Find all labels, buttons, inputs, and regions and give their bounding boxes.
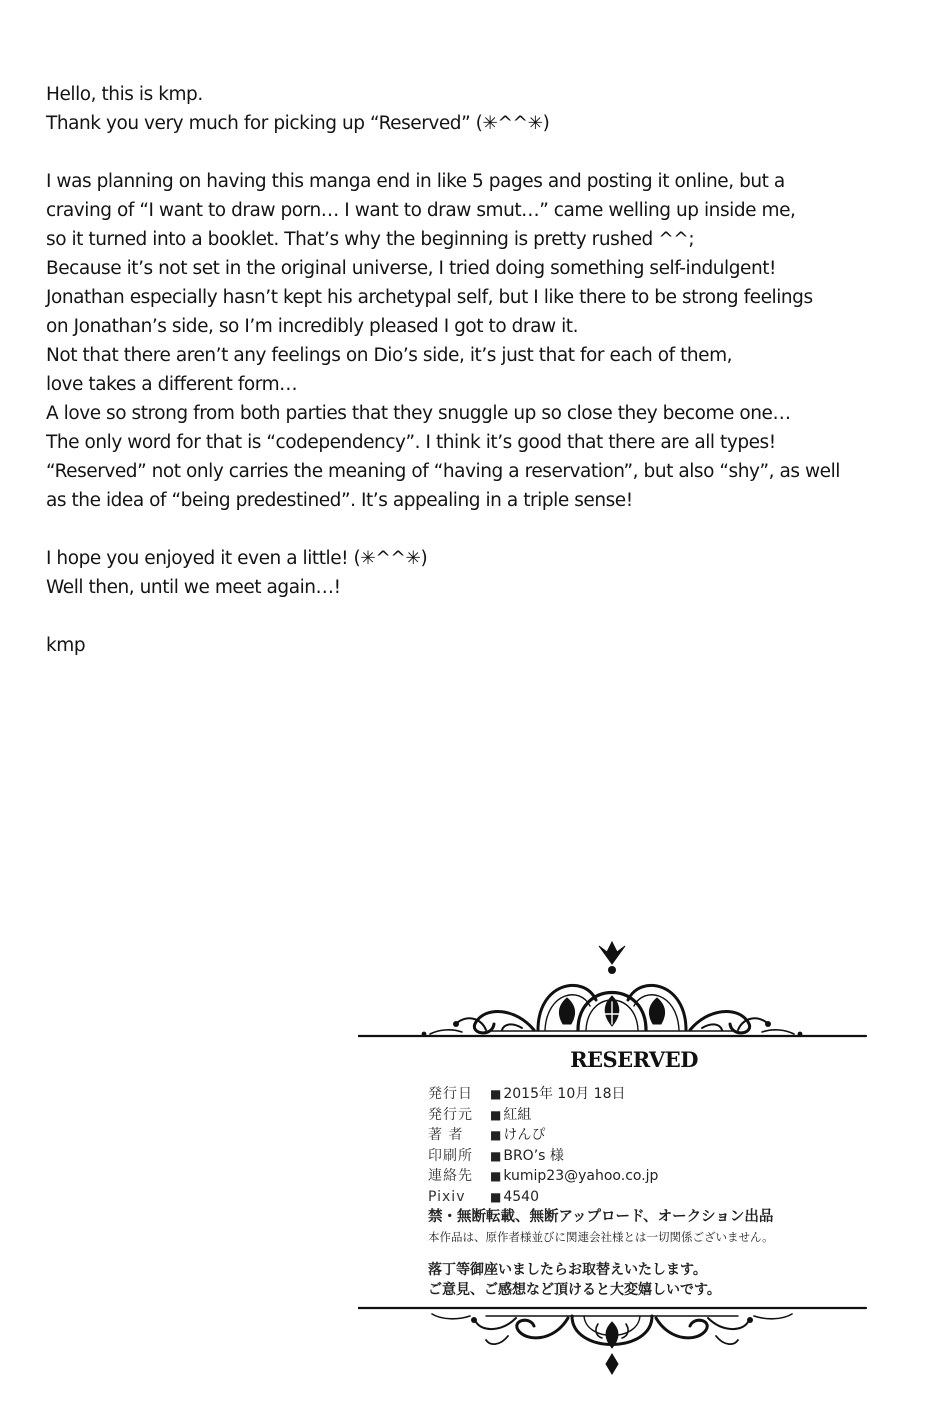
info-value: 2015年 10月 18日 xyxy=(503,1086,626,1102)
afterword-line: I hope you enjoyed it even a little! (✳^^✳) xyxy=(46,548,428,569)
afterword-line: The only word for that is “codependency”. I think it’s good that there are all types! xyxy=(46,432,776,453)
square-bullet-icon: ■ xyxy=(490,1087,502,1101)
info-key: Pixiv xyxy=(428,1188,466,1205)
afterword-line: Well then, until we meet again…! xyxy=(46,577,341,598)
info-row-publisher xyxy=(428,1105,774,1126)
afterword-line: as the idea of “being predestined”. It’s appealing in a triple sense! xyxy=(46,490,633,511)
contact-email: kumip23@yahoo.co.jp xyxy=(503,1168,659,1184)
afterword-line: A love so strong from both parties that they snuggle up so close they become one… xyxy=(46,403,791,424)
book-title: RESERVED xyxy=(570,1047,698,1072)
afterword-line: craving of “I want to draw porn… I want to draw smut…” came welling up inside me, xyxy=(46,200,796,221)
afterword-line: “Reserved” not only carries the meaning of “having a reservation”, but also “shy”, as well xyxy=(46,461,840,482)
afterword-line: Because it’s not set in the original universe, I tried doing something self-indulgent! xyxy=(46,258,777,279)
afterword-line: Hello, this is kmp. xyxy=(46,84,203,105)
info-row-contact xyxy=(428,1166,774,1187)
info-key: 連絡先 xyxy=(428,1168,473,1184)
author-signature: kmp xyxy=(46,635,86,656)
prohibition-notice: 禁・無断転載、無断アップロード、オークション出品 xyxy=(428,1209,774,1225)
square-bullet-icon: ■ xyxy=(490,1148,502,1163)
info-key: 著 者 xyxy=(428,1127,464,1143)
info-row-pixiv xyxy=(428,1187,774,1208)
afterword-line: Jonathan especially hasn’t kept his archetypal self, but I like there to be strong feelings xyxy=(46,287,813,308)
afterword-line: so it turned into a booklet. That’s why the beginning is pretty rushed ^^; xyxy=(46,229,695,250)
afterword-line: I was planning on having this manga end in like 5 pages and posting it online, but a xyxy=(46,171,785,192)
closing-line: 落丁等御座いましたらお取替えいたします。 xyxy=(428,1262,707,1278)
info-key: 発行元 xyxy=(428,1106,473,1123)
info-key: 印刷所 xyxy=(428,1147,473,1164)
info-value: けんぴ xyxy=(503,1127,546,1143)
square-bullet-icon: ■ xyxy=(490,1189,502,1204)
afterword xyxy=(46,80,906,660)
pixiv-id: 4540 xyxy=(503,1188,539,1205)
info-key: 発行日 xyxy=(428,1086,473,1102)
info-row-author xyxy=(428,1125,774,1146)
info-row-printer xyxy=(428,1146,774,1167)
colophon xyxy=(358,940,868,1380)
square-bullet-icon: ■ xyxy=(490,1128,502,1142)
info-row-publish-date xyxy=(428,1084,774,1105)
ornament-bottom-icon xyxy=(358,1302,868,1380)
closing-line: ご意見、ご感想など頂けると大変嬉しいです。 xyxy=(428,1282,721,1298)
disclaimer-notice: 本作品は、原作者様並びに関連会社様とは一切関係ございません。 xyxy=(428,1230,774,1244)
afterword-line: love takes a different form… xyxy=(46,374,298,395)
afterword-line: Not that there aren’t any feelings on Dio’s side, it’s just that for each of them, xyxy=(46,345,733,366)
ornament-top-icon xyxy=(358,940,868,1042)
square-bullet-icon: ■ xyxy=(490,1107,502,1122)
info-value: BRO’s 様 xyxy=(503,1147,564,1164)
afterword-line: Thank you very much for picking up “Reserved” (✳^^✳) xyxy=(46,113,550,134)
publication-info xyxy=(428,1084,774,1300)
info-value: 紅組 xyxy=(503,1106,532,1123)
square-bullet-icon: ■ xyxy=(490,1169,502,1183)
afterword-line: on Jonathan’s side, so I’m incredibly pleased I got to draw it. xyxy=(46,316,579,337)
